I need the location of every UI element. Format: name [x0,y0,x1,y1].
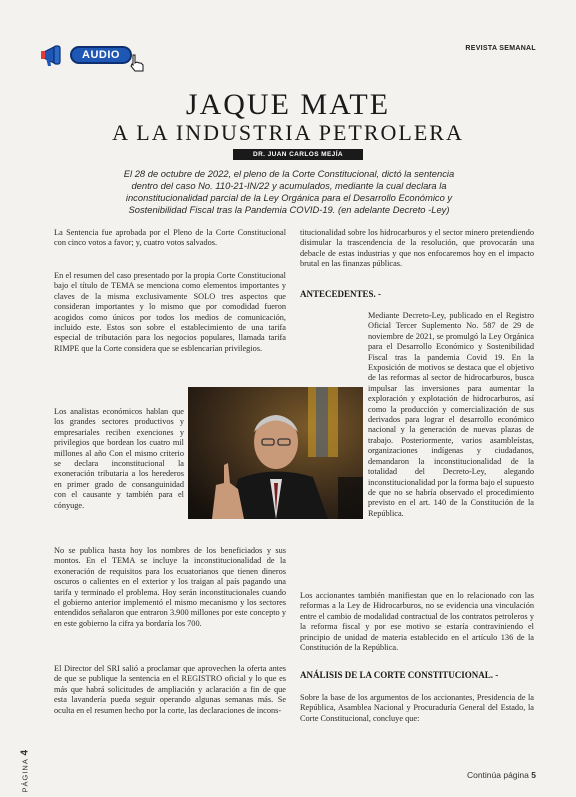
left-paragraph-5: El Director del SRI salió a proclamar que aprovechen la oferta antes de que se publique la sentencia en el REGISTRO oficial y lo que es más que habrá solicitudes de ampliación y aclaración a fin de que esta lavandería pueda seguir operando algunas semanas más. Se oculta en el resumen hecho por la corte, las declaraciones de incons- [54,664,286,715]
continue-link[interactable] [467,770,536,780]
right-paragraph-2: Mediante Decreto-Ley, publicado en el Registro Oficial Tercer Suplemento No. 587 de 29 de noviembre de 2021, se promulgó la Ley Orgánica para el Desarrollo Económico y Sostenibilidad Fiscal tras la pandemia Covid 19. En la Exposición de motivos se destaca que el objetivo de las reformas al sector de hidrocarburos, busca impulsar las inversiones para aumentar la exploración y explotación de hidrocarburos, así como la producción y comercialización de sus derivados para lograr el desarrollo económico nacional y la generación de nuevas plazas de trabajo. Posteriormente, varios asambleístas, organizaciones indígenas y ciudadanos, demandaron la inconstitucionalidad de la totalidad del Decreto-Ley, alegando inconstitucionalidad por la forma bajo el supuesto de que no se habría observado el procedimiento previsto en el art. 140 de la Constitución de la República. [300,311,534,529]
page-label [20,742,30,792]
left-paragraph-4: No se publica hasta hoy los nombres de los beneficiados y sus montos. En el TEMA se incluye la inconstitucionalidad de la exoneración de requisitos para los ecuatorianos que tienen dineros oscuros o calientes en el exterior y los traigan al país pagando una tarifa y terminado el problema. Hoy serán inconstitucionales cuando el gobierno anterior implementó el mismo mecanismo y los sectores entendidos señalaron que entraron 3.900 millones por este concepto y en este gobierno la cifra ya bordaría los 700. [54,546,286,628]
page-number: 4 [19,748,31,756]
section-heading-antecedentes: ANTECEDENTES. - [300,289,382,299]
megaphone-icon [40,40,70,70]
audio-label: AUDIO [70,46,132,64]
left-paragraph-2: En el resumen del caso presentado por la propia Corte Constitucional bajo el título de TEMA se menciona como elementos importantes y claves de la misma exclusivamente SOLO tres aspectos que consideran importantes y lo mismo que por comodidad fueron acogidos como únicos por todos los medios de comunicación, incluido este. Estos son sobre el establecimiento de una tarifa especial de tributación para los negocios populares, llamada tarifa RIMPE que la Corte considera que se esblencarían privilegios. [54,271,286,353]
magazine-name: REVISTA SEMANAL [465,45,536,52]
left-paragraph-3: Los analistas económicos hablan que los grandes sectores productivos y empresariales reciben exenciones y privilegios que bordean los cuatro mil millones al año Con el mismo criterio se declara inconstitucional la exoneración tributaria a los herederos en primer grado de consanguinidad con el causante y también para el cónyuge. [54,407,184,510]
continue-text: Continúa página [466,770,529,780]
page-label-text: PÁGINA [20,758,30,793]
article-intro: El 28 de octubre de 2022, el pleno de la Corte Constitucional, dictó la sentencia dentro del caso No. 110-21-IN/22 y acumulados, mediante la cual declara la inconstitucionalidad parcial de la Ley Orgánica para el Desarrollo Económico y Sostenibilidad Fiscal tras la Pandemia COVID-19. (en adelante Decreto -Ley) [123,168,455,215]
article-title: JAQUE MATE [185,88,391,121]
right-paragraph-4: Sobre la base de los argumentos de los accionantes, Presidencia de la República, Asamblea Nacional y Procuraduría General del Estado, la Corte Constitucional, concluye que: [300,693,534,723]
continue-page-number: 5 [531,770,536,780]
audio-button[interactable] [40,40,152,70]
right-paragraph-3: Los accionantes también manifiestan que en lo relacionado con las reformas a la Ley de Hidrocarburos, no se evidencia una vinculación entre el cambio de modalidad contractual de los contratos petroleros y la reforma fiscal y por ese motivo se estaría contraviniendo el principio de unidad de materia establecido en el artículo 136 de la Constitución de la República. [300,591,534,653]
photo-wrap-spacer [300,373,368,529]
article-subtitle: A LA INDUSTRIA PETROLERA [112,120,464,145]
right-paragraph-1: titucionalidad sobre los hidrocarburos y el sector minero pretendiendo disimular la trascendencia de la resolución, que provocarán una debacle de estas industrias y que nos enfocaremos hoy en el impacto brutal en las finanzas públicas. [300,228,534,269]
author-badge: DR. JUAN CARLOS MEJÍA [233,149,363,160]
hand-cursor-icon [126,52,148,74]
section-heading-analisis: ANÁLISIS DE LA CORTE CONSTITUCIONAL. - [300,670,499,680]
left-paragraph-1: La Sentencia fue aprobada por el Pleno de la Corte Constitucional con cinco votos a favor; y, cuatro votos salvados. [54,228,286,248]
